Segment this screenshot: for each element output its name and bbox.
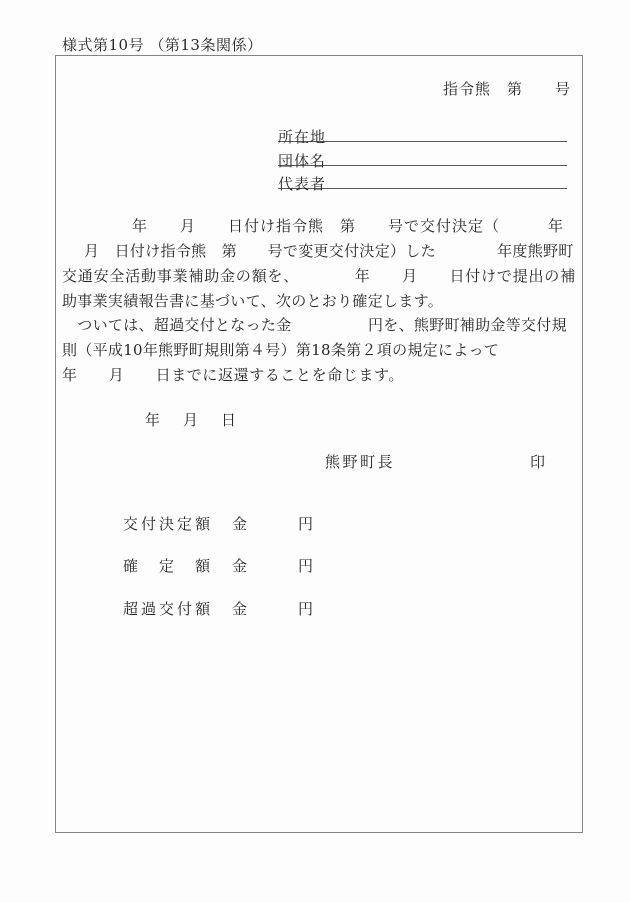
addressee-field-label: 所在地: [278, 128, 327, 146]
addressee-field-organization: [278, 150, 567, 170]
currency-unit: 円: [298, 557, 315, 575]
issue-date-line: 年 月 日: [145, 411, 241, 429]
form-number-label: 様式第10号 （第13条関係）: [62, 36, 263, 54]
body-paragraph-line: 年 月 日までに返還することを命じます。: [62, 366, 405, 384]
body-paragraph-line: ついては、超過交付となった金 円を、熊野町補助金等交付規: [62, 316, 567, 334]
body-paragraph-line: 年 月 日付け指令熊 第 号で交付決定（ 年: [132, 217, 565, 235]
body-paragraph-line: 交通安全活動事業補助金の額を、 年 月 日付けで提出の補: [62, 267, 576, 285]
body-paragraph-line: 月 日付け指令熊 第 号で変更交付決定）した 年度熊野町: [84, 242, 574, 260]
amount-row-determined: [0, 555, 630, 573]
body-paragraph-line: 則（平成10年熊野町規則第４号）第18条第２項の規定によって: [62, 341, 500, 359]
currency-unit: 円: [298, 515, 315, 533]
doc-number: 指令熊 第 号: [443, 80, 572, 98]
amount-row-granted: [0, 513, 630, 531]
amount-row-excess: [0, 598, 630, 616]
currency-prefix: 金: [232, 600, 249, 618]
addressee-field-location: [278, 126, 567, 146]
seal-mark: 印: [530, 453, 546, 471]
addressee-field-representative: [278, 173, 567, 193]
currency-unit: 円: [298, 600, 315, 618]
issuer-name: 熊野町長: [325, 453, 396, 471]
currency-prefix: 金: [232, 557, 249, 575]
amount-label: 超過交付額: [123, 600, 214, 618]
addressee-field-label: 代表者: [278, 175, 327, 193]
amount-label: 交付決定額: [123, 515, 214, 533]
currency-prefix: 金: [232, 515, 249, 533]
body-paragraph-line: 助事業実績報告書に基づいて、次のとおり確定します。: [62, 292, 444, 310]
amount-label: 確 定 額: [123, 557, 214, 575]
document-frame: [55, 55, 583, 833]
addressee-field-label: 団体名: [278, 152, 327, 170]
